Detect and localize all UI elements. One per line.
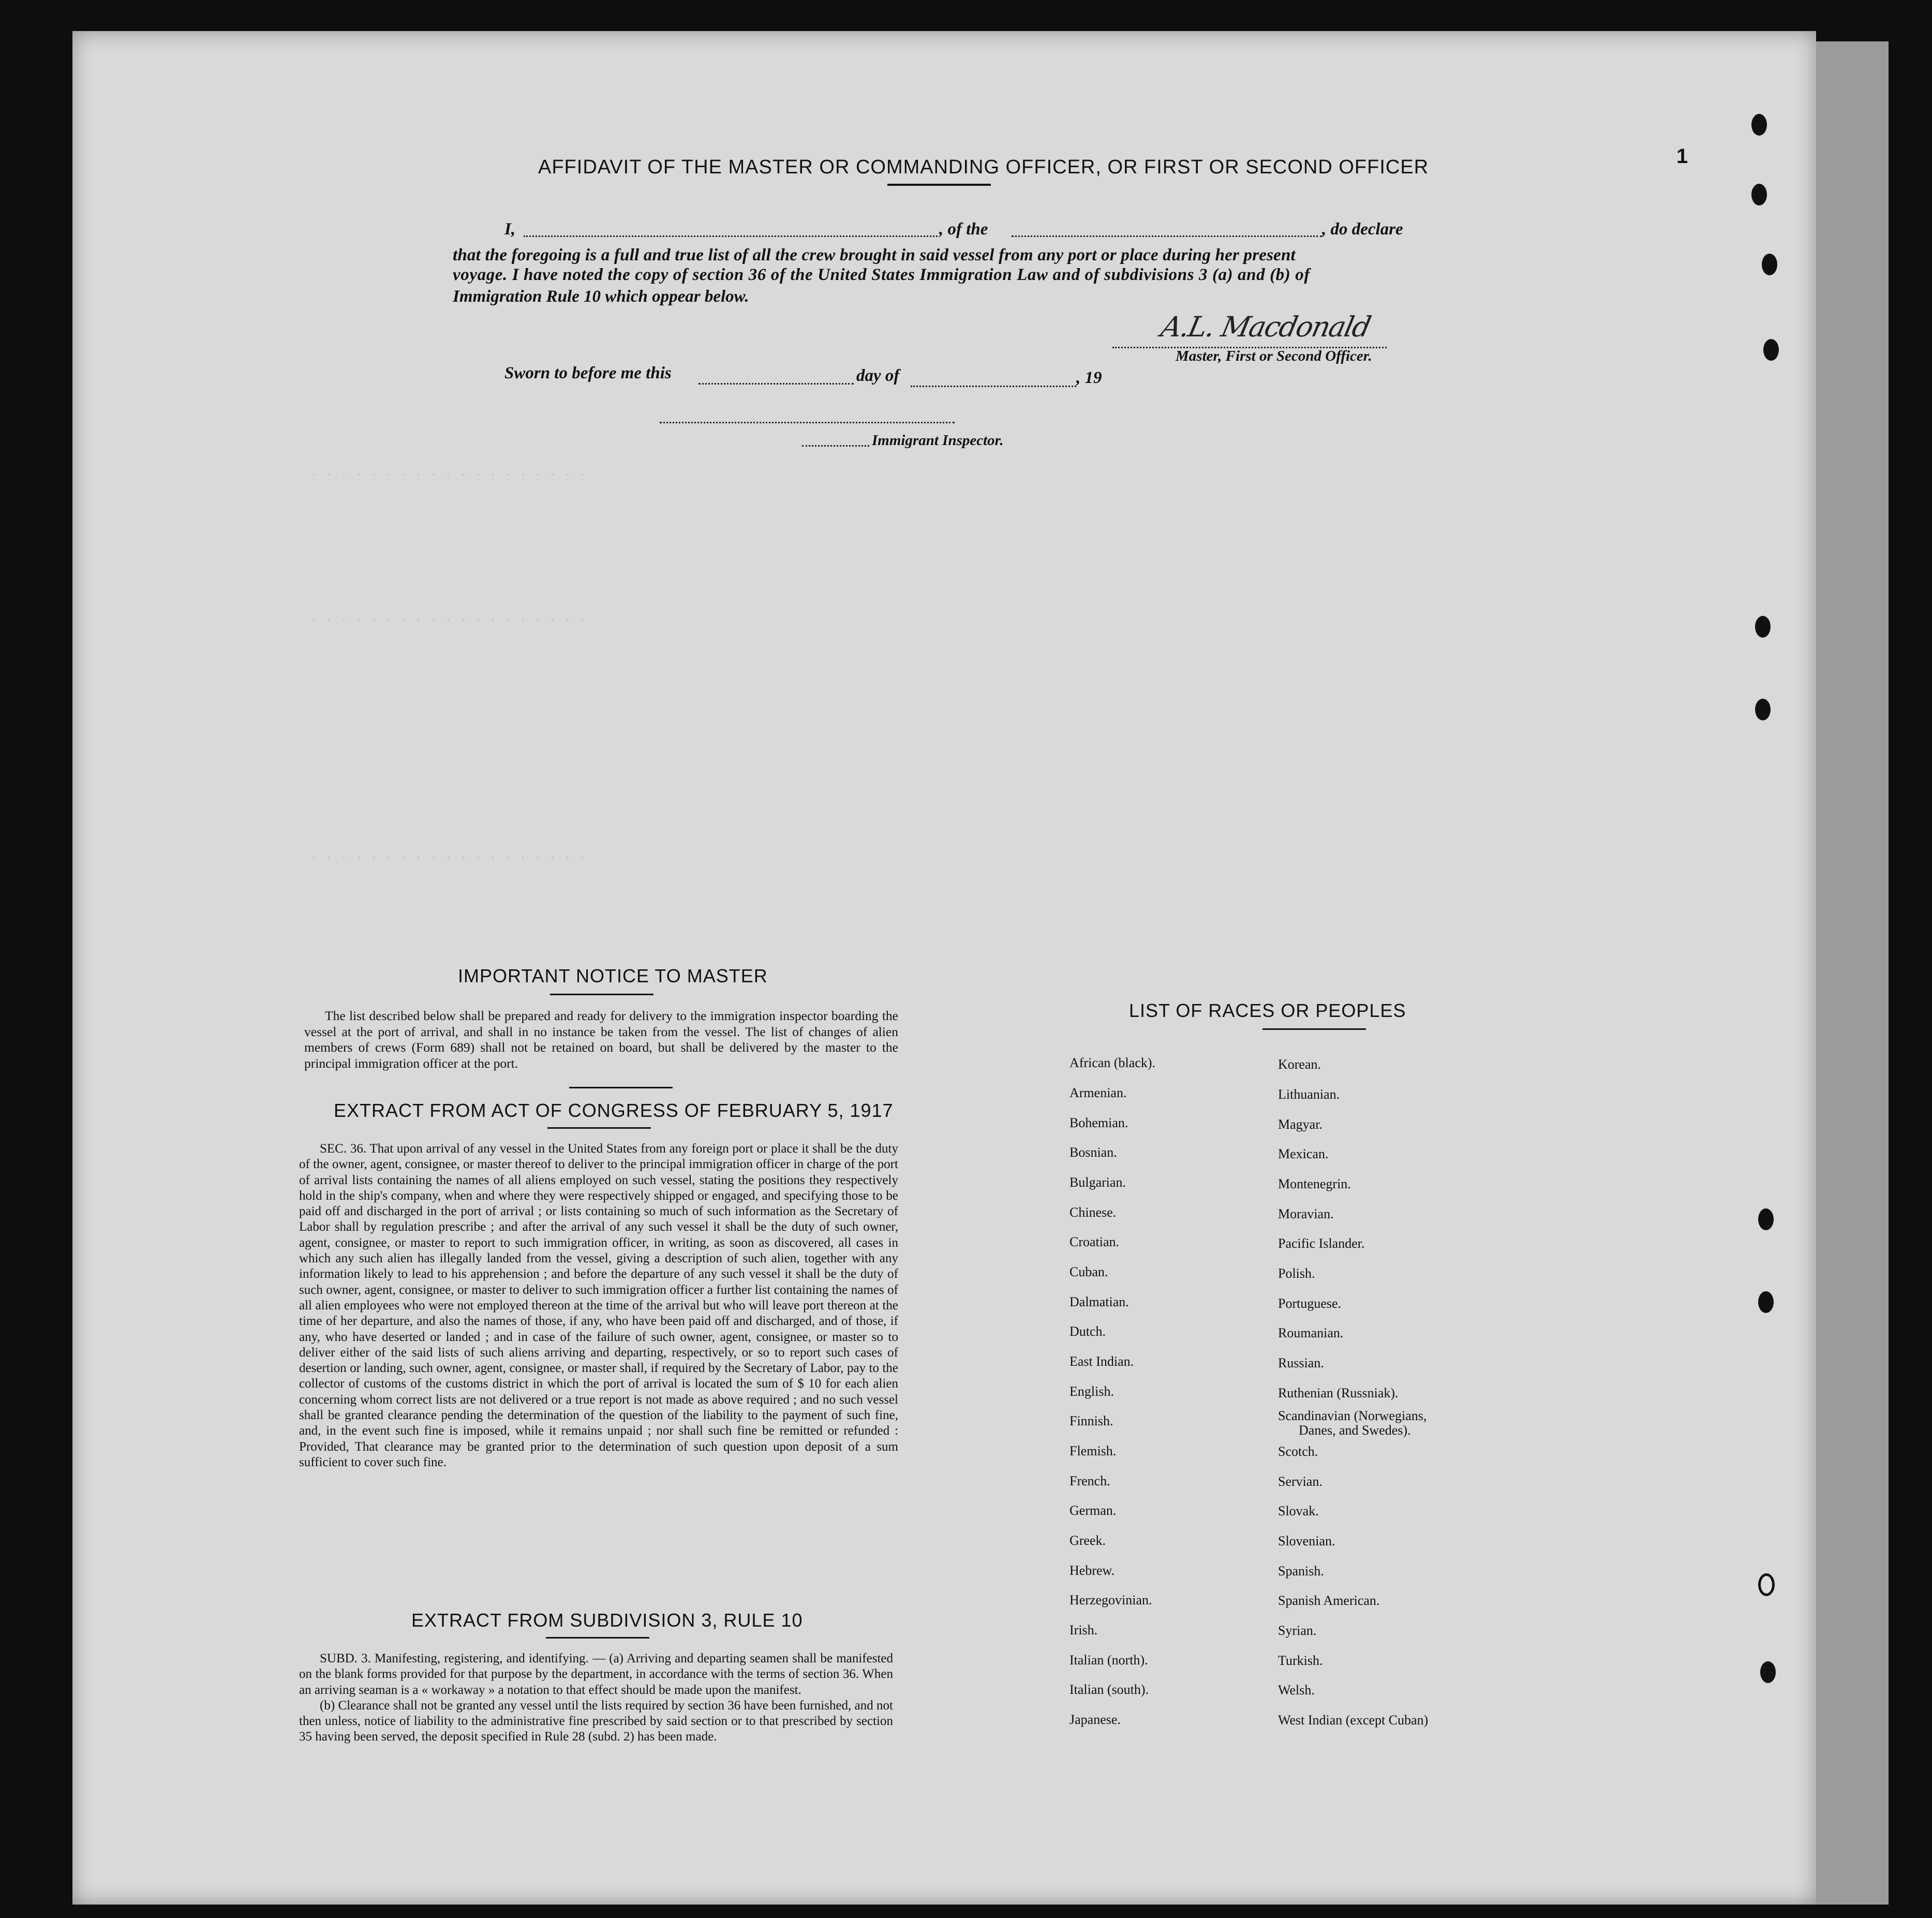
race-item: Spanish.: [1278, 1563, 1324, 1578]
race-item: East Indian.: [1069, 1354, 1134, 1369]
document-sheet: [72, 31, 1816, 1905]
race-item: Pacific Islander.: [1278, 1236, 1365, 1251]
race-item: German.: [1069, 1503, 1117, 1518]
race-item: Herzegovinian.: [1069, 1592, 1152, 1607]
race-item: French.: [1069, 1473, 1110, 1488]
act-text: [299, 1141, 898, 1470]
race-item: Croatian.: [1069, 1234, 1120, 1249]
race-item: Magyar.: [1278, 1117, 1322, 1132]
binder-hole: [1751, 184, 1767, 205]
binder-hole: [1755, 699, 1771, 720]
affidavit-line2: that the foregoing is a full and true list of all the crew brought in said vessel from any port or place during her present: [453, 246, 1296, 264]
inspector-label: Immigrant Inspector.: [872, 432, 1004, 449]
binder-hole: [1760, 1661, 1776, 1683]
page-number: 1: [1676, 145, 1688, 168]
bleed-through: . . . . . . . . . . . . . . . . . . .: [310, 849, 586, 863]
race-item: Bulgarian.: [1069, 1175, 1126, 1190]
notice-title: IMPORTANT NOTICE TO MASTER: [458, 965, 768, 986]
binder-hole: [1758, 1573, 1775, 1596]
title-underline: [887, 184, 991, 186]
races-underline: [1262, 1028, 1366, 1030]
rule-para-b: (b) Clearance shall not be granted any vessel until the lists required by section 36 have been furnished, and not then unless, notice of liability to the administrative fine prescribed by said section or to that prescribed by section 35 having been served, the deposit specified in Rule 28 (subd. 2) has been made.: [299, 1698, 893, 1744]
binder-hole: [1758, 1291, 1774, 1313]
race-item: Danes, and Swedes).: [1299, 1423, 1411, 1438]
race-item: Irish.: [1069, 1622, 1098, 1637]
race-item: Greek.: [1069, 1533, 1106, 1548]
rule-title: EXTRACT FROM SUBDIVISION 3, RULE 10: [411, 1610, 803, 1631]
month-blank: [911, 386, 1076, 387]
affidavit-line3: voyage. I have noted the copy of section 36 of the United States Immigration Law and of subdivisions 3 (a) and (b) of: [453, 265, 1310, 284]
rule-para-a: SUBD. 3. Manifesting, registering, and identifying. — (a) Arriving and departing seamen shall be manifested on the blank forms provided for that purpose by the department, in accordance with the terms of section 36. When an arriving seaman is a « workaway » a notation to that effect should be made upon the manifest.: [299, 1651, 893, 1697]
race-item: Dutch.: [1069, 1324, 1106, 1339]
race-item: Scandinavian (Norwegians,: [1278, 1408, 1427, 1423]
binder-hole: [1758, 1208, 1774, 1230]
race-item: Moravian.: [1278, 1206, 1334, 1221]
affidavit-title: AFFIDAVIT OF THE MASTER OR COMMANDING OFFICER, OR FIRST OR SECOND OFFICER: [538, 156, 1429, 178]
race-item: Bohemian.: [1069, 1115, 1128, 1130]
bleed-through: . . . . . . . . . . . . . . . . . . .: [310, 611, 586, 625]
affidavit-of-the: , of the: [939, 220, 988, 239]
race-item: Italian (north).: [1069, 1653, 1148, 1668]
races-title: LIST OF RACES OR PEOPLES: [1129, 1000, 1406, 1021]
notice-text: [304, 1008, 898, 1071]
race-item: Polish.: [1278, 1266, 1315, 1281]
notice-divider: [569, 1087, 673, 1088]
race-item: Syrian.: [1278, 1623, 1317, 1638]
affidavit-i: I,: [504, 220, 516, 239]
binder-hole: [1762, 254, 1777, 275]
race-item: African (black).: [1069, 1055, 1156, 1070]
race-item: Roumanian.: [1278, 1325, 1344, 1340]
race-item: Hebrew.: [1069, 1563, 1115, 1578]
race-item: Finnish.: [1069, 1413, 1113, 1428]
day-blank: [699, 383, 854, 385]
race-item: Bosnian.: [1069, 1145, 1117, 1160]
race-item: Chinese.: [1069, 1205, 1117, 1220]
race-item: Scotch.: [1278, 1444, 1318, 1459]
notice-paragraph: The list described below shall be prepared and ready for delivery to the immigration inspector boarding the vessel at the port of arrival, and shall in no instance be taken from the vessel. The list of changes of alien members of crews (Form 689) shall not be retained on board, but shall be delivered by the master to the principal immigration officer at the port.: [304, 1008, 898, 1071]
race-item: Flemish.: [1069, 1443, 1117, 1458]
race-item: Servian.: [1278, 1474, 1322, 1489]
race-item: Armenian.: [1069, 1085, 1127, 1100]
race-item: Korean.: [1278, 1057, 1321, 1072]
rule-text: [299, 1651, 893, 1745]
year-text: , 19: [1076, 368, 1102, 387]
vessel-blank: [1012, 235, 1322, 237]
master-signature: A.L. Macdonald: [1158, 311, 1373, 343]
race-item: Slovenian.: [1278, 1533, 1335, 1548]
inspector-line: [660, 422, 955, 423]
race-item: Ruthenian (Russniak).: [1278, 1385, 1399, 1400]
race-item: Turkish.: [1278, 1653, 1323, 1668]
bleed-through: . . . . . . . . . . . . . . . . . . .: [310, 466, 586, 480]
day-of-text: day of: [856, 366, 900, 385]
act-underline: [547, 1127, 651, 1129]
race-item: Russian.: [1278, 1355, 1324, 1370]
name-blank: [524, 235, 938, 237]
act-title: EXTRACT FROM ACT OF CONGRESS OF FEBRUARY 5, 1917: [334, 1100, 894, 1121]
notice-underline: [550, 994, 653, 995]
binder-hole: [1763, 339, 1779, 361]
race-item: Lithuanian.: [1278, 1087, 1340, 1102]
race-item: Spanish American.: [1278, 1593, 1380, 1608]
binder-hole: [1755, 616, 1771, 638]
race-item: English.: [1069, 1384, 1114, 1399]
race-item: Slovak.: [1278, 1503, 1319, 1518]
inspector-lead: [802, 445, 869, 447]
race-item: West Indian (except Cuban): [1278, 1713, 1429, 1728]
binder-hole: [1751, 114, 1767, 136]
race-item: Cuban.: [1069, 1264, 1108, 1279]
affidavit-line4: Immigration Rule 10 which oppear below.: [453, 287, 749, 306]
race-item: Dalmatian.: [1069, 1294, 1129, 1309]
sworn-text: Sworn to before me this: [504, 364, 672, 382]
affidavit-declare: , do declare: [1322, 220, 1403, 239]
race-item: Portuguese.: [1278, 1296, 1342, 1311]
rule-underline: [546, 1637, 649, 1639]
sec36-paragraph: SEC. 36. That upon arrival of any vessel in the United States from any foreign port or place it shall be the duty of the owner, agent, consignee, or master thereof to deliver to the principal immigration officer in charge of the port of arrival lists containing the names of all aliens employed on such vessel, stating the positions they respectively hold in the ship's company, when and where they were respectively shipped or engaged, and specifying those to be paid off and discharged in the port of arrival ; or lists containing so much of such information as the Secretary of Labor shall by regulation prescribe ; and after the arrival of any such vessel it shall be the duty of such owner, agent, consignee, or master to report to such immigration officer, in writing, as soon as discovered, all cases in which any such alien has illegally landed from the vessel, giving a description of such alien, together with any information likely to lead to his apprehension ; and before the departure of any such vessel it shall be the duty of such owner, agent, consignee, or master to deliver to such immigration officer a further list containing the names of all alien employees who were not employed thereon at the time of the arrival but who will leave port thereon at the time of her departure, and also the names of those, if any, who have been paid off and discharged, and of those, if any, who have deserted or landed ; and in case of the failure of such owner, agent, consignee, or master so to deliver either of the said lists of such aliens arriving and departing, respectively, or so to report such cases of desertion or landing, such owner, agent, consignee, or master shall, if required by the Secretary of Labor, pay to the collector of customs of the customs district in which the port of arrival is located the sum of $ 10 for each alien concerning whom correct lists are not delivered or a true report is not made as above required ; and no such vessel shall be granted clearance pending the determination of the question of the liability to the payment of such fine, and, in the event such fine is imposed, while it remains unpaid ; nor shall such fine be remitted or refunded : Provided, That clearance may be granted prior to the determination of such question upon deposit of a sum sufficient to cover such fine.: [299, 1142, 898, 1469]
race-item: Mexican.: [1278, 1146, 1329, 1161]
race-item: Welsh.: [1278, 1683, 1315, 1698]
race-item: Montenegrin.: [1278, 1176, 1351, 1191]
signature-label: Master, First or Second Officer.: [1176, 348, 1372, 364]
race-item: Italian (south).: [1069, 1682, 1149, 1697]
race-item: Japanese.: [1069, 1712, 1121, 1727]
